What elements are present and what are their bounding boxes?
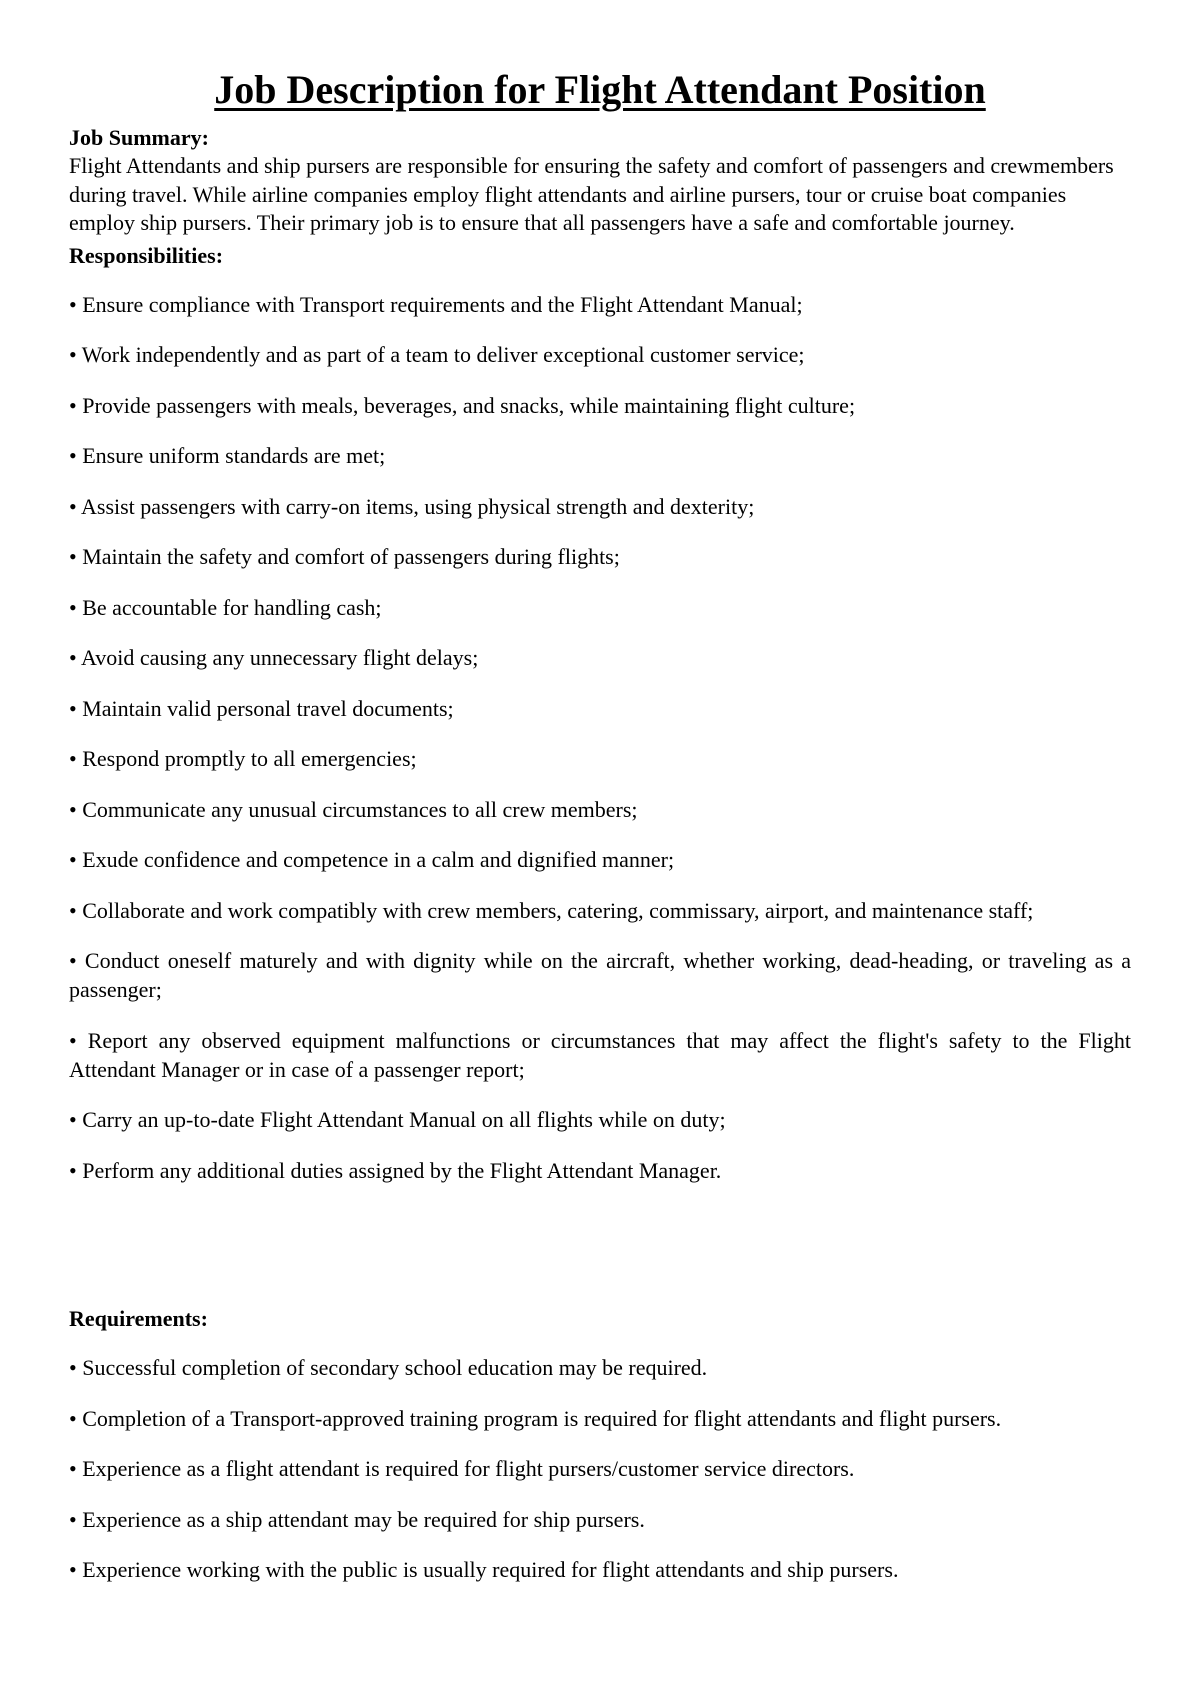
section-spacer (69, 1206, 1131, 1305)
responsibilities-section (69, 242, 1131, 1185)
list-item: • Assist passengers with carry-on items, using physical strength and dexterity; (69, 493, 755, 519)
list-item: • Ensure uniform standards are met; (69, 443, 386, 468)
list-item: • Carry an up-to-date Flight Attendant Manual on all flights while on duty; (69, 1107, 726, 1132)
list-item: • Maintain the safety and comfort of passengers during flights; (69, 544, 620, 569)
list-item: • Conduct oneself maturely and with dignity while on the aircraft, whether working, dead-heading, or traveling as a passenger; (69, 948, 1131, 1002)
list-item: • Respond promptly to all emergencies; (69, 746, 417, 771)
requirements-list (69, 1353, 1131, 1584)
responsibilities-heading: Responsibilities: (69, 242, 224, 268)
list-item: • Work independently and as part of a team to deliver exceptional customer service; (69, 342, 805, 367)
list-item: • Report any observed equipment malfunctions or circumstances that may affect the flight's safety to the Flight Attendant Manager or in case of a passenger report; (69, 1027, 1131, 1082)
list-item: • Completion of a Transport-approved training program is required for flight attendants and flight pursers. (69, 1405, 1002, 1431)
job-summary-section (69, 124, 1131, 238)
responsibilities-list (69, 290, 1131, 1185)
job-summary-text: Flight Attendants and ship pursers are responsible for ensuring the safety and comfort of passengers and crewmembers during travel. While airline companies employ flight attendants and airline pursers, tour or cruise boat companies employ ship pursers. Their primary job is to ensure that all passengers have a safe and comfortable journey. (69, 153, 1114, 235)
requirements-heading: Requirements: (69, 1306, 208, 1331)
list-item: • Successful completion of secondary school education may be required. (69, 1355, 708, 1380)
list-item: • Experience as a flight attendant is required for flight pursers/customer service directors. (69, 1456, 855, 1481)
job-summary-heading: Job Summary: (69, 125, 209, 150)
list-item: • Ensure compliance with Transport requirements and the Flight Attendant Manual; (69, 291, 803, 317)
document-title: Job Description for Flight Attendant Position (214, 67, 986, 112)
list-item: • Collaborate and work compatibly with crew members, catering, commissary, airport, and maintenance staff; (69, 897, 1034, 923)
list-item: • Exude confidence and competence in a calm and dignified manner; (69, 847, 675, 872)
list-item: • Be accountable for handling cash; (69, 594, 382, 620)
list-item: • Experience working with the public is usually required for flight attendants and ship pursers. (69, 1557, 899, 1582)
list-item: • Maintain valid personal travel documents; (69, 695, 454, 721)
list-item: • Provide passengers with meals, beverages, and snacks, while maintaining flight culture; (69, 392, 856, 418)
list-item: • Experience as a ship attendant may be required for ship pursers. (69, 1506, 645, 1532)
list-item: • Communicate any unusual circumstances to all crew members; (69, 796, 638, 822)
list-item: • Perform any additional duties assigned by the Flight Attendant Manager. (69, 1157, 722, 1183)
list-item: • Avoid causing any unnecessary flight delays; (69, 645, 479, 670)
requirements-section (69, 1305, 1131, 1584)
